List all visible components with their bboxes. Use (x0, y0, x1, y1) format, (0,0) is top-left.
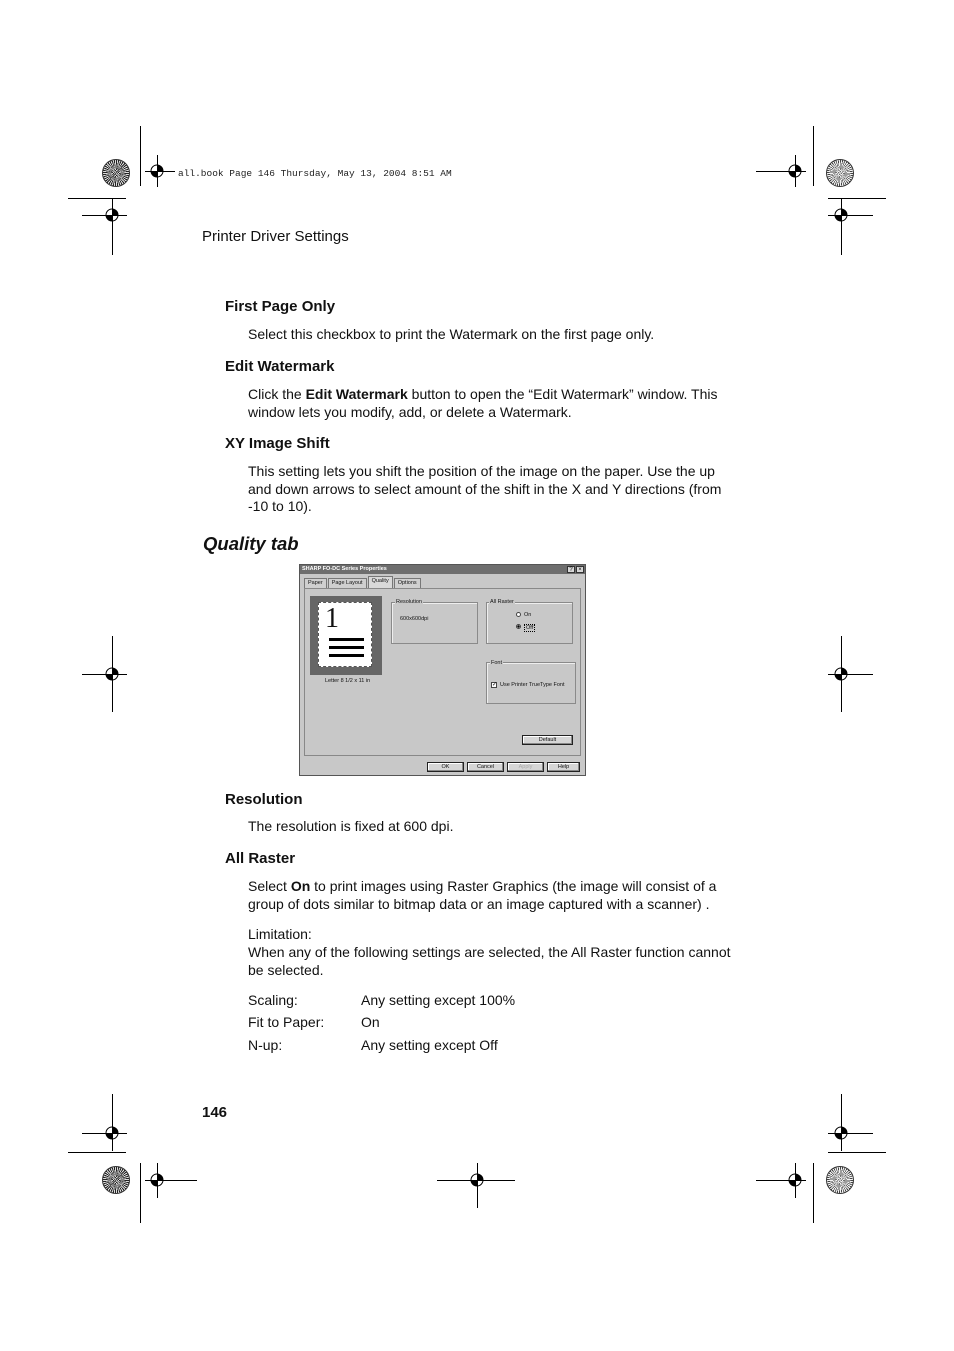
print-slug: all.book Page 146 Thursday, May 13, 2004 8:51 AM (178, 168, 452, 179)
running-header: Printer Driver Settings (202, 228, 349, 245)
crosshair-icon (832, 1124, 850, 1142)
radio-on-label: On (524, 612, 532, 618)
heading-resolution: Resolution (225, 791, 303, 808)
crosshair-icon (468, 1171, 486, 1189)
crosshair-icon (103, 1124, 121, 1142)
registration-wheel-icon (102, 1166, 130, 1194)
resolution-value: 600x600dpi (400, 616, 429, 622)
resolution-group-label: Resolution (396, 599, 422, 605)
apply-button[interactable]: Apply (507, 762, 544, 772)
font-group-label: Font (491, 660, 503, 666)
radio-off[interactable] (516, 624, 521, 629)
crosshair-icon (786, 162, 804, 180)
paper-preview (310, 596, 382, 675)
dialog-tabs (304, 578, 422, 588)
dialog-title: SHARP FO-DC Series Properties (300, 565, 585, 574)
limitation-label: Limitation: (248, 926, 312, 942)
heading-all-raster: All Raster (225, 850, 296, 867)
limit-setting: N-up: (248, 1037, 283, 1053)
paragraph-resolution: The resolution is fixed at 600 dpi. (248, 818, 454, 834)
heading-quality-tab: Quality tab (203, 533, 299, 554)
limit-value: On (361, 1014, 380, 1030)
crosshair-icon (148, 162, 166, 180)
preview-page-number: 1 (325, 603, 339, 634)
tab-paper[interactable]: Paper (304, 578, 327, 588)
page-number: 146 (202, 1104, 228, 1121)
properties-dialog-screenshot (299, 564, 586, 776)
help-icon[interactable]: ? (567, 566, 575, 573)
registration-wheel-icon (826, 159, 854, 187)
ok-button[interactable]: OK (427, 762, 464, 772)
crosshair-icon (832, 665, 850, 683)
limitation-text: When any of the following settings are selected, the All Raster function cannot be selected. (248, 944, 731, 978)
tab-quality[interactable]: Quality (368, 576, 393, 588)
radio-off-label: Off (526, 625, 534, 631)
resolution-group (391, 602, 478, 644)
crosshair-icon (103, 665, 121, 683)
cancel-button[interactable]: Cancel (467, 762, 504, 772)
limit-setting: Scaling: (248, 992, 298, 1008)
crosshair-icon (148, 1171, 166, 1189)
heading-edit-watermark: Edit Watermark (225, 358, 335, 375)
tab-page-layout[interactable]: Page Layout (328, 578, 367, 588)
limit-value: Any setting except 100% (361, 992, 516, 1008)
use-printer-font-checkbox[interactable]: ✓ (492, 682, 498, 688)
crosshair-icon (103, 206, 121, 224)
default-button[interactable]: Default (522, 735, 573, 745)
heading-first-page-only: First Page Only (225, 298, 336, 315)
help-button[interactable]: Help (547, 762, 580, 772)
limit-value: Any setting except Off (361, 1037, 498, 1053)
use-printer-font-label: Use Printer TrueType Font (500, 682, 565, 688)
limit-setting: Fit to Paper: (248, 1014, 325, 1030)
paragraph-edit-watermark: Click the Edit Watermark button to open the “Edit Watermark” window. This window lets you modify, add, or delete a Watermark. (248, 386, 718, 420)
paper-caption: Letter 8 1/2 x 11 in (325, 678, 371, 684)
radio-on[interactable] (516, 612, 521, 617)
heading-xy-image-shift: XY Image Shift (225, 435, 330, 452)
paper-preview-sheet (318, 602, 372, 667)
all-raster-group-label: All Raster (490, 599, 514, 605)
paragraph-all-raster: Select On to print images using Raster Graphics (the image will consist of a group of dots similar to bitmap data or an image captured with a scanner) . (248, 878, 717, 912)
registration-wheel-icon (102, 159, 130, 187)
close-icon[interactable]: × (576, 566, 584, 573)
crosshair-icon (786, 1171, 804, 1189)
paragraph-first-page-only: Select this checkbox to print the Watermark on the first page only. (248, 326, 655, 342)
all-raster-group (486, 602, 573, 644)
registration-wheel-icon (826, 1166, 854, 1194)
crosshair-icon (832, 206, 850, 224)
tab-options[interactable]: Options (394, 578, 421, 588)
paragraph-xy-image-shift: This setting lets you shift the position of the image on the paper. Use the up and down arrows to select amount of the shift in the X and Y directions (from -10 to 10). (248, 463, 722, 514)
